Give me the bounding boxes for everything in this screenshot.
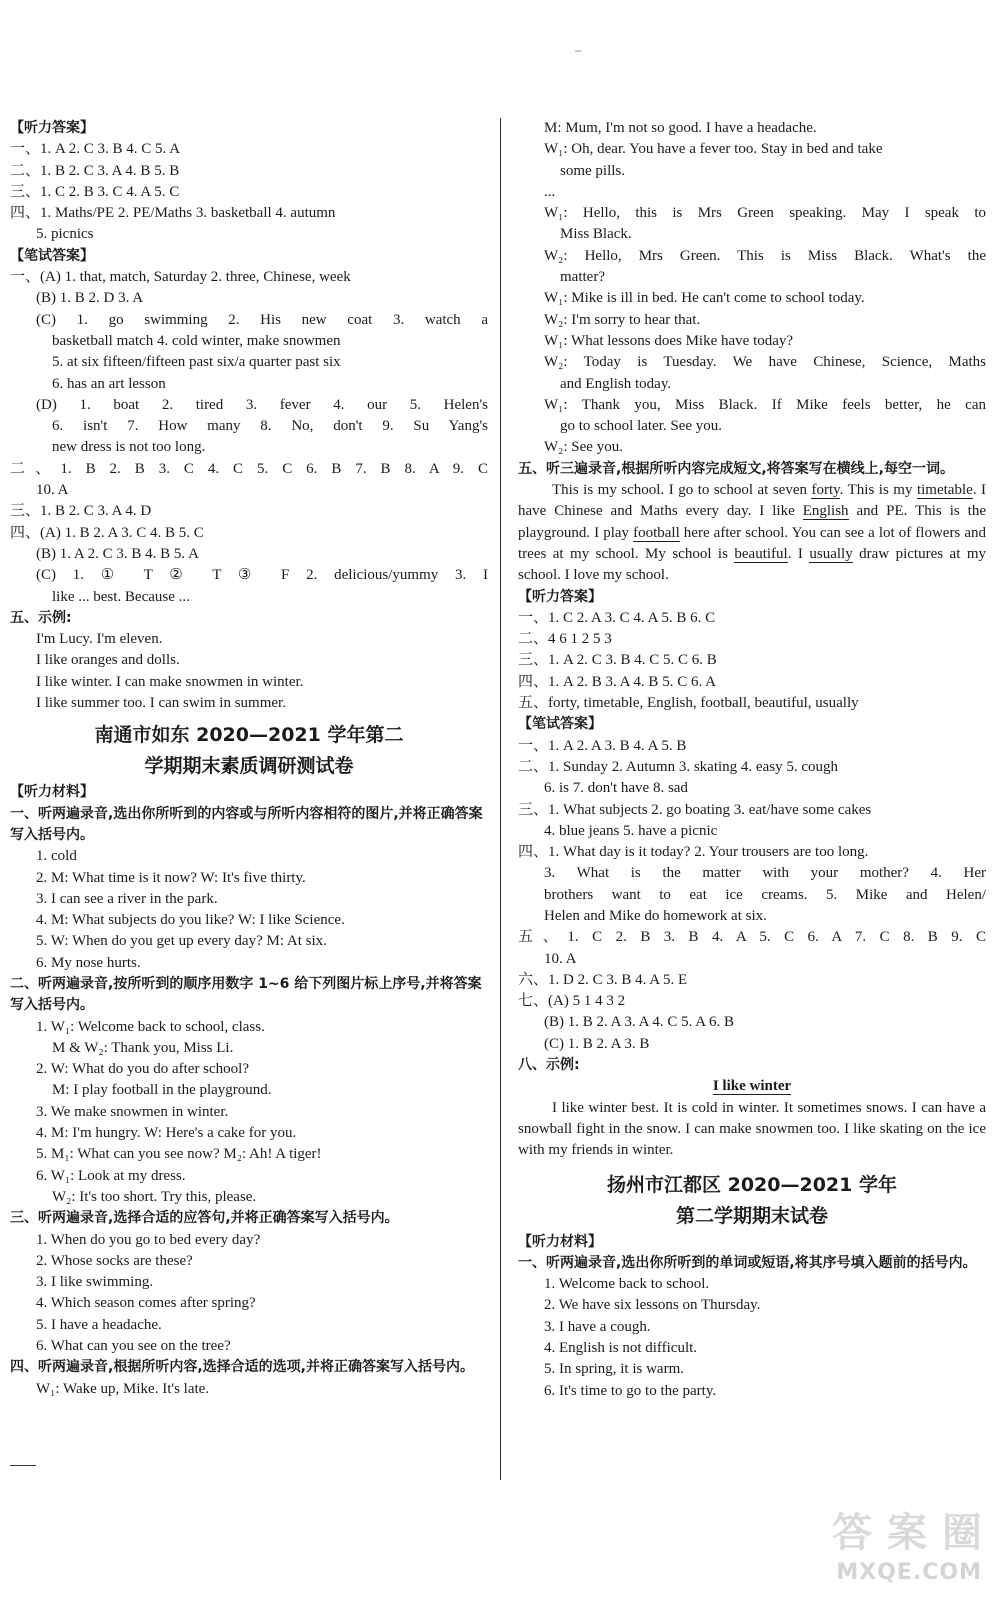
composition-title [518, 1076, 986, 1097]
section-heading: 【笔试答案】 [518, 716, 602, 733]
section-heading: 【听力答案】 [518, 588, 602, 605]
filled-blank: beautiful [734, 545, 788, 562]
answer-line: 6. is 7. don't have 8. sad [544, 780, 688, 797]
passage-text: . I [787, 545, 810, 562]
script-line: 4. M: What subjects do you like? W: I like Science. [36, 912, 345, 929]
answer-line: 6. isn't 7. How many 8. No, don't 9. Su Yang's [52, 418, 488, 435]
dialogue-line: W₂: See you. [544, 439, 623, 456]
script-line: 6. W₁: Look at my dress. [36, 1167, 186, 1184]
script-line: 3. I like swimming. [36, 1274, 154, 1291]
dialogue-line: W₂: I'm sorry to hear that. [544, 311, 701, 328]
script-line: 1. Welcome back to school. [544, 1276, 710, 1293]
answer-line: like ... best. Because ... [52, 588, 190, 605]
dialogue-line: W₂: Today is Tuesday. We have Chinese, Science, Maths [544, 354, 986, 371]
passage-text: This is my school. I go to school at seven [552, 482, 812, 499]
answer-line: new dress is not too long. [52, 439, 206, 456]
answer-line: Helen and Mike do homework at six. [544, 907, 767, 924]
question-heading: 五、听三遍录音,根据所听内容完成短文,将答案写在横线上,每空一词。 [518, 460, 954, 477]
watermark-logo [832, 1510, 982, 1556]
script-line: 1. cold [36, 848, 77, 865]
answer-line: (B) 1. A 2. C 3. B 4. B 5. A [36, 545, 199, 562]
dialogue-line: W₁: Oh, dear. You have a fever too. Stay in bed and take [544, 141, 883, 158]
answer-line: basketball match 4. cold winter, make snowmen [52, 332, 341, 349]
answer-line: (C) 1. B 2. A 3. B [544, 1035, 650, 1052]
filled-blank: forty [811, 482, 840, 499]
script-line: M & W₂: Thank you, Miss Li. [52, 1039, 234, 1056]
script-line: 6. It's time to go to the party. [544, 1382, 717, 1399]
answer-line: 二、4 6 1 2 5 3 [518, 631, 612, 648]
script-line: 2. We have six lessons on Thursday. [544, 1297, 761, 1314]
script-line: 2. W: What do you do after school? [36, 1061, 250, 1078]
watermark-site: MXQE.COM [836, 1560, 982, 1585]
filled-blank: timetable [916, 482, 973, 499]
script-line: 1. When do you go to bed every day? [36, 1231, 261, 1248]
cloze-passage [518, 480, 986, 586]
example-line: I like oranges and dolls. [36, 652, 180, 669]
answer-line: (D) 1. boat 2. tired 3. fever 4. our 5. Helen's [36, 396, 488, 413]
exam-title: 南通市如东 2020—2021 学年第二 [94, 724, 404, 747]
dialogue-line: W₁: Thank you, Miss Black. If Mike feels better, he can [544, 396, 986, 413]
answer-line: 一、1. C 2. A 3. C 4. A 5. B 6. C [518, 609, 716, 626]
answer-line: (B) 1. B 2. A 3. A 4. C 5. A 6. B [544, 1014, 735, 1031]
watermark-glyph: 圈 [942, 1510, 982, 1556]
answer-line: 三、1. C 2. B 3. C 4. A 5. C [10, 183, 180, 200]
section-heading: 【听力材料】 [518, 1233, 602, 1250]
script-line: 4. Which season comes after spring? [36, 1295, 256, 1312]
passage-text: and PE. This is the playground. I play [518, 503, 987, 541]
script-line: 5. In spring, it is warm. [544, 1361, 684, 1378]
script-line: 6. What can you see on the tree? [36, 1338, 231, 1355]
answer-line: 4. blue jeans 5. have a picnic [544, 822, 718, 839]
script-line: 5. M₁: What can you see now? M₂: Ah! A tiger! [36, 1146, 322, 1163]
answer-line: 二、1. B 2. C 3. A 4. B 5. B [10, 162, 180, 179]
answer-line: 三、1. What subjects 2. go boating 3. eat/have some cakes [518, 801, 872, 818]
exam-title: 学期期末素质调研测试卷 [144, 755, 354, 778]
dialogue-line: some pills. [560, 162, 626, 179]
answer-line: 四、1. A 2. B 3. A 4. B 5. C 6. A [518, 673, 716, 690]
answer-line: (B) 1. B 2. D 3. A [36, 290, 144, 307]
answer-line: (C) 1. ① T ② T ③ F 2. delicious/yummy 3. I [36, 567, 488, 584]
passage-text: here after school. You can see a lot of flowers and trees at my school. My school is [518, 524, 986, 562]
answer-line: 10. A [36, 482, 69, 499]
answer-line: 六、1. D 2. C 3. B 4. A 5. E [518, 971, 688, 988]
answer-line: 四、(A) 1. B 2. A 3. C 4. B 5. C [10, 524, 204, 541]
passage-text: . This is my [839, 482, 917, 499]
passage-text: draw pictures at my school. I love my school. [518, 545, 986, 584]
example-line: I'm Lucy. I'm eleven. [36, 631, 163, 648]
answer-line: 5. picnics [36, 226, 94, 243]
script-line: 5. I have a headache. [36, 1316, 162, 1333]
dialogue-line: matter? [560, 269, 605, 286]
script-line: 4. M: I'm hungry. W: Here's a cake for you. [36, 1125, 297, 1142]
answer-line: 五、1. C 2. B 3. B 4. A 5. C 6. A 7. C 8. B 9. C [518, 929, 986, 946]
question-heading: 二、听两遍录音,按所听到的顺序用数字 1~6 给下列图片标上序号,并将答案写入括号内。 [10, 975, 482, 1014]
dialogue-line: M: Mum, I'm not so good. I have a headache. [544, 120, 817, 136]
answer-line: 二、1. B 2. B 3. C 4. C 5. C 6. B 7. B 8. A 9. C [10, 460, 488, 477]
question-heading: 四、听两遍录音,根据所听内容,选择合适的选项,并将正确答案写入括号内。 [10, 1359, 474, 1376]
answer-line: 五、forty, timetable, English, football, beautiful, usually [518, 695, 859, 712]
dialogue-line: W₂: Hello, Mrs Green. This is Miss Black. What's the [544, 247, 986, 264]
script-line: 6. My nose hurts. [36, 954, 141, 971]
script-line: W₂: It's too short. Try this, please. [52, 1188, 257, 1205]
dialogue-line: ... [544, 183, 556, 200]
left-column [10, 118, 488, 1400]
watermark-glyph: 案 [887, 1510, 927, 1556]
script-line: W₁: Wake up, Mike. It's late. [36, 1380, 210, 1397]
script-line: 3. I have a cough. [544, 1318, 651, 1335]
section-heading: 【笔试答案】 [10, 247, 94, 264]
answer-line: 一、1. A 2. C 3. B 4. C 5. A [10, 141, 181, 158]
answer-line: (C) 1. go swimming 2. His new coat 3. watch a [36, 311, 488, 328]
answer-line: 三、1. B 2. C 3. A 4. D [10, 503, 152, 520]
watermark [832, 1510, 982, 1592]
exam-title: 扬州市江都区 2020—2021 学年 [607, 1173, 897, 1196]
answer-line: 三、1. A 2. C 3. B 4. C 5. C 6. B [518, 652, 717, 669]
question-heading: 五、示例: [10, 609, 72, 626]
answer-line: 二、1. Sunday 2. Autumn 3. skating 4. easy 5. cough [518, 758, 838, 775]
composition-text: I like winter best. It is cold in winter. It sometimes snows. I can have a snowball fight in the snow. I can make snowmen too. I like skating on the ice with my friends in winter. [518, 1099, 986, 1159]
example-line: I like winter. I can make snowmen in winter. [36, 673, 304, 690]
scan-speck [575, 50, 581, 52]
answer-line: 四、1. What day is it today? 2. Your trousers are too long. [518, 844, 869, 861]
question-heading: 三、听两遍录音,选择合适的应答句,并将正确答案写入括号内。 [10, 1210, 399, 1227]
question-heading: 八、示例: [518, 1057, 580, 1074]
exam-title: 第二学期期末试卷 [675, 1204, 828, 1227]
filled-blank: football [633, 524, 680, 541]
script-line: 3. We make snowmen in winter. [36, 1103, 229, 1120]
question-heading: 一、听两遍录音,选出你所听到的单词或短语,将其序号填入题前的括号内。 [518, 1254, 977, 1271]
answer-line: 一、1. A 2. A 3. B 4. A 5. B [518, 737, 687, 754]
script-line: 2. Whose socks are these? [36, 1252, 193, 1269]
dialogue-line: W₁: Mike is ill in bed. He can't come to school today. [544, 290, 865, 307]
answer-line: 四、1. Maths/PE 2. PE/Maths 3. basketball 4. autumn [10, 205, 336, 222]
page-number-rule [10, 1465, 36, 1466]
answer-line: 七、(A) 5 1 4 3 2 [518, 993, 626, 1010]
dialogue-line: Miss Black. [560, 226, 632, 243]
script-line: 1. W₁: Welcome back to school, class. [36, 1018, 265, 1035]
filled-blank: usually [809, 545, 853, 562]
dialogue-line: W₁: What lessons does Mike have today? [544, 332, 794, 349]
example-line: I like summer too. I can swim in summer. [36, 695, 286, 712]
answer-line: 10. A [544, 950, 577, 967]
script-line: 3. I can see a river in the park. [36, 890, 218, 907]
question-heading: 一、听两遍录音,选出你所听到的内容或与所听内容相符的图片,并将正确答案写入括号内。 [10, 805, 483, 843]
right-column [518, 118, 986, 1402]
column-divider [500, 118, 501, 1480]
script-line: 5. W: When do you get up every day? M: At six. [36, 933, 327, 950]
composition-title-text: I like winter [712, 1078, 792, 1095]
passage-text: . I have Chinese and Maths every day. I like [518, 482, 987, 520]
section-heading: 【听力材料】 [10, 784, 94, 801]
answer-line: 5. at six fifteen/fifteen past six/a quarter past six [52, 354, 341, 371]
answer-line: 6. has an art lesson [52, 375, 166, 392]
answer-line: 3. What is the matter with your mother? 4. Her [544, 865, 986, 882]
watermark-glyph: 答 [832, 1510, 872, 1556]
script-line: 4. English is not difficult. [544, 1340, 698, 1357]
answer-line: brothers want to eat ice creams. 5. Mike and Helen/ [544, 886, 986, 903]
filled-blank: English [802, 503, 849, 520]
dialogue-line: and English today. [560, 375, 672, 392]
section-heading: 【听力答案】 [10, 120, 94, 136]
script-line: 2. M: What time is it now? W: It's five thirty. [36, 869, 306, 886]
answer-line: 一、(A) 1. that, match, Saturday 2. three, Chinese, week [10, 269, 351, 286]
script-line: M: I play football in the playground. [52, 1082, 272, 1099]
dialogue-line: go to school later. See you. [560, 418, 723, 435]
dialogue-line: W₁: Hello, this is Mrs Green speaking. May I speak to [544, 205, 986, 222]
